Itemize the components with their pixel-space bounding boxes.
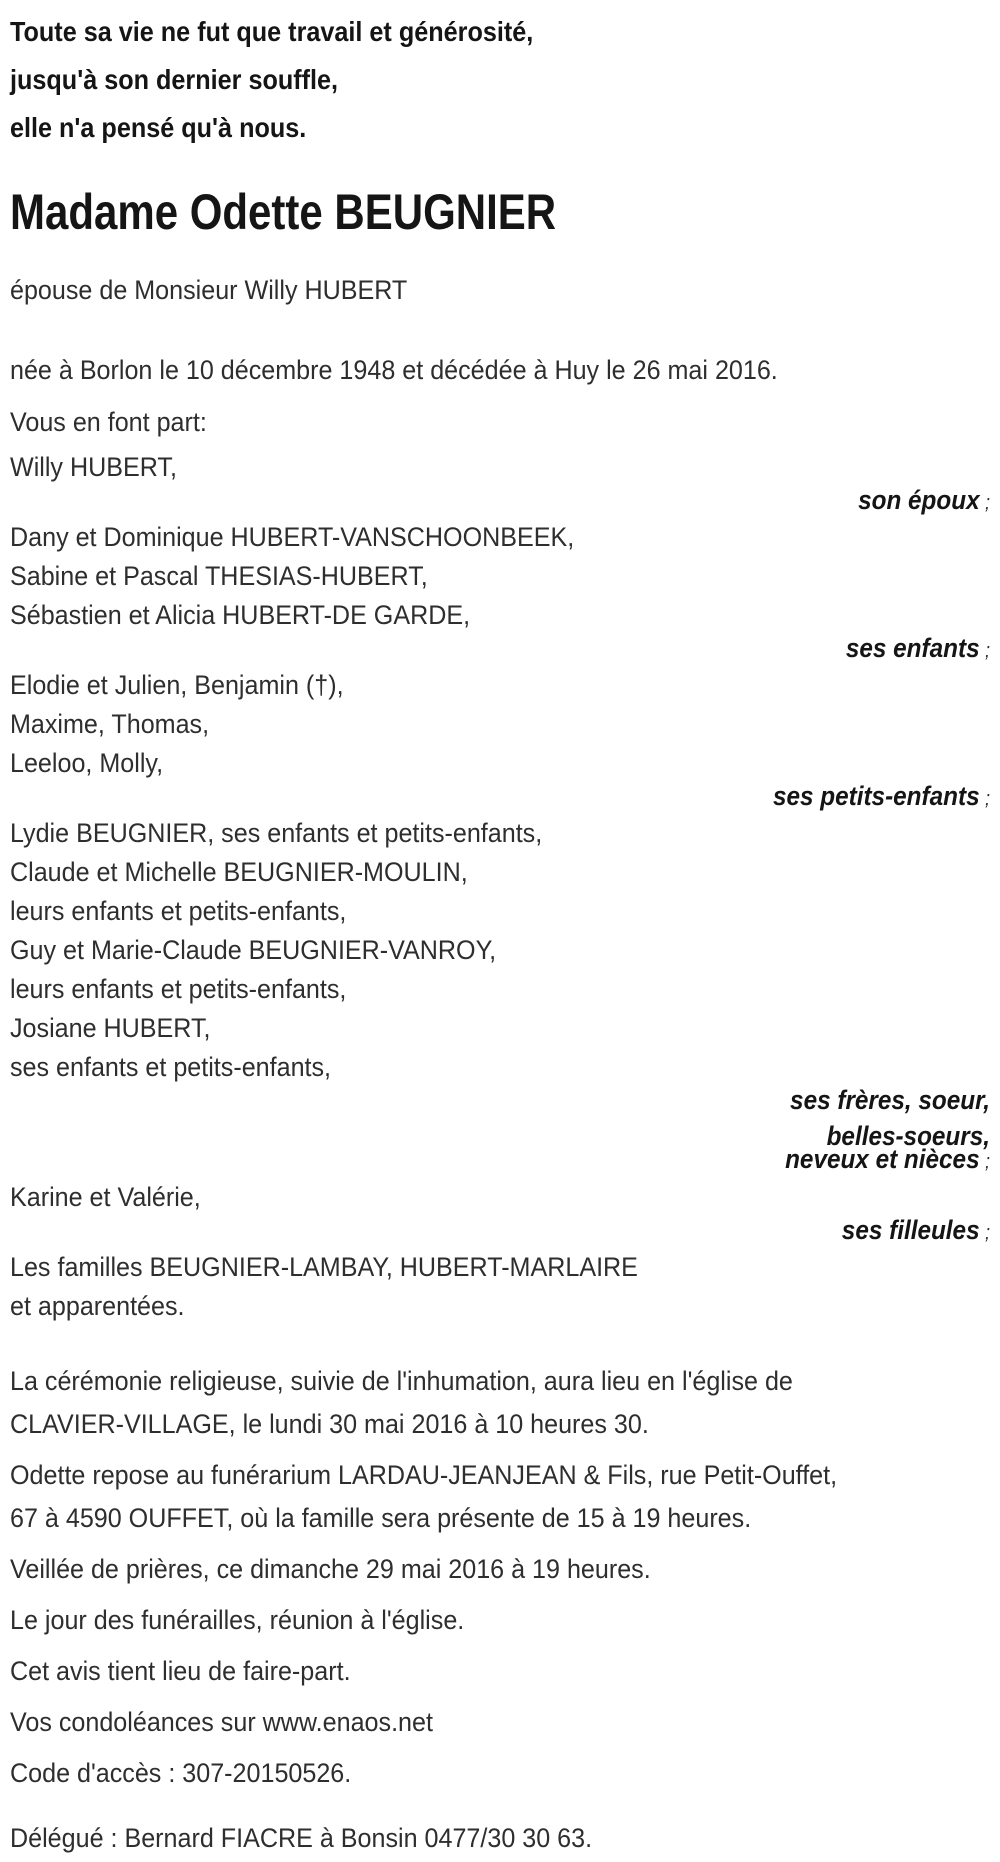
ceremony-paragraph — [10, 1360, 990, 1446]
family-group-children — [10, 518, 990, 668]
relation-text: ses filleules — [841, 1215, 980, 1245]
notice-line: Cet avis tient lieu de faire-part. — [10, 1656, 351, 1686]
relation-label-grandchildren — [108, 779, 990, 816]
family-name-line: Maxime, Thomas, — [10, 709, 210, 739]
family-name-line: Sébastien et Alicia HUBERT-DE GARDE, — [10, 600, 471, 630]
family-name-line: Dany et Dominique HUBERT-VANSCHOONBEEK, — [10, 522, 575, 552]
relation-suffix: ; — [984, 640, 990, 662]
family-name-line: Elodie et Julien, Benjamin (†), — [10, 670, 344, 700]
family-name-line: et apparentées. — [10, 1291, 185, 1321]
ceremony-line-1: La cérémonie religieuse, suivie de l'inhumation, aura lieu en l'église de — [10, 1366, 793, 1396]
access-code-line: Code d'accès : 307-20150526. — [10, 1758, 352, 1788]
family-name-line: Josiane HUBERT, — [10, 1013, 211, 1043]
delegate-line: Délégué : Bernard FIACRE à Bonsin 0477/30 30 63. — [10, 1823, 593, 1853]
family-name-line: Claude et Michelle BEUGNIER-MOULIN, — [10, 857, 468, 887]
relation-suffix: ; — [984, 788, 990, 810]
birth-death-line: née à Borlon le 10 décembre 1948 et décédée à Huy le 26 mai 2016. — [10, 355, 778, 385]
announcement-line: Vous en font part: — [10, 407, 207, 437]
family-group-siblings — [10, 814, 990, 1174]
epigraph — [10, 8, 990, 152]
relation-label-spouse — [108, 483, 990, 520]
family-name-line: Guy et Marie-Claude BEUGNIER-VANROY, — [10, 935, 497, 965]
relation-label-siblings-line-3 — [108, 1144, 990, 1174]
family-name-line: Willy HUBERT, — [10, 452, 177, 482]
family-name-line: leurs enfants et petits-enfants, — [10, 974, 347, 1004]
gathering-paragraph — [10, 1599, 990, 1642]
gathering-line: Le jour des funérailles, réunion à l'église. — [10, 1605, 465, 1635]
epigraph-line-2: jusqu'à son dernier souffle, — [10, 64, 339, 95]
relation-suffix: ; — [984, 1151, 990, 1173]
condolences-line: Vos condoléances sur www.enaos.net — [10, 1707, 433, 1737]
family-name-line: leurs enfants et petits-enfants, — [10, 896, 347, 926]
family-group-extended — [10, 1248, 990, 1326]
notice-paragraph — [10, 1650, 990, 1693]
family-name-line: ses enfants et petits-enfants, — [10, 1052, 332, 1082]
family-name-line: Lydie BEUGNIER, ses enfants et petits-enfants, — [10, 818, 543, 848]
ceremony-line-2: CLAVIER-VILLAGE, le lundi 30 mai 2016 à 10 heures 30. — [10, 1409, 649, 1439]
funerarium-line-2: 67 à 4590 OUFFET, où la famille sera présente de 15 à 19 heures. — [10, 1503, 752, 1533]
relation-text: ses enfants — [845, 633, 980, 663]
relation-suffix: ; — [984, 492, 990, 514]
family-group-grandchildren — [10, 666, 990, 816]
funerarium-paragraph — [10, 1454, 990, 1540]
family-name-line: Sabine et Pascal THESIAS-HUBERT, — [10, 561, 428, 591]
family-group-goddaughters — [10, 1178, 990, 1250]
family-name-line: Leeloo, Molly, — [10, 748, 164, 778]
family-name-line: Karine et Valérie, — [10, 1182, 201, 1212]
vigil-paragraph — [10, 1548, 990, 1591]
epigraph-line-1: Toute sa vie ne fut que travail et générosité, — [10, 16, 534, 47]
relation-label-siblings-line-2: belles-soeurs, — [826, 1121, 990, 1151]
family-name-line: Les familles BEUGNIER-LAMBAY, HUBERT-MARLAIRE — [10, 1252, 638, 1282]
relation-label-children — [108, 631, 990, 668]
vigil-line: Veillée de prières, ce dimanche 29 mai 2016 à 19 heures. — [10, 1554, 651, 1584]
funeral-details — [10, 1360, 990, 1860]
funerarium-line-1: Odette repose au funérarium LARDAU-JEANJEAN & Fils, rue Petit-Ouffet, — [10, 1460, 838, 1490]
relation-text: neveux et nièces — [785, 1144, 980, 1174]
deceased-name-title: Madame Odette BEUGNIER — [10, 184, 557, 240]
family-group-spouse — [10, 448, 990, 520]
relation-text: son époux — [858, 485, 980, 515]
epigraph-line-3: elle n'a pensé qu'à nous. — [10, 112, 307, 143]
relation-label-siblings-line-1: ses frères, soeur, — [790, 1085, 990, 1115]
delegate-paragraph — [10, 1817, 990, 1860]
condolences-paragraph — [10, 1701, 990, 1744]
access-code-paragraph — [10, 1752, 990, 1795]
relation-suffix: ; — [984, 1222, 990, 1244]
relation-text: ses petits-enfants — [772, 781, 980, 811]
spouse-line: épouse de Monsieur Willy HUBERT — [10, 275, 408, 305]
relation-label-goddaughters — [108, 1213, 990, 1250]
